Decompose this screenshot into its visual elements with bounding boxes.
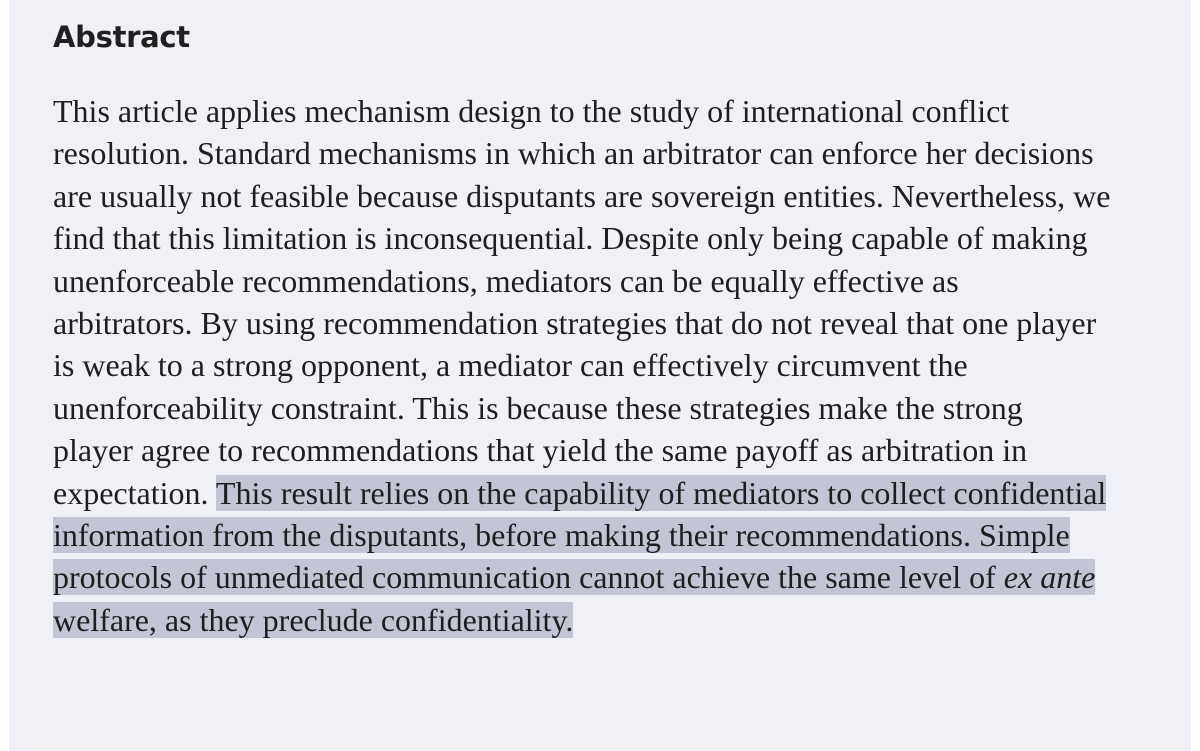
abstract-line [53, 429, 1193, 471]
text-segment: resolution. Standard mechanisms in which an arbitrator can enforce her decisions [53, 135, 1094, 172]
abstract-line [53, 90, 1193, 132]
text-segment: find that this limitation is inconsequential. Despite only being capable of making [53, 220, 1088, 257]
text-segment: is weak to a strong opponent, a mediator can effectively circumvent the [53, 347, 968, 384]
abstract-line [53, 260, 1193, 302]
abstract-body [53, 90, 1193, 641]
abstract-line [53, 556, 1193, 598]
highlighted-text: ex ante [1003, 559, 1096, 596]
text-segment: player agree to recommendations that yield the same payoff as arbitration in [53, 432, 1028, 469]
abstract-line [53, 599, 1193, 641]
abstract-line [53, 132, 1193, 174]
text-segment: expectation. [53, 474, 216, 511]
abstract-line [53, 217, 1193, 259]
abstract-line [53, 344, 1193, 386]
abstract-line [53, 175, 1193, 217]
text-segment: This article applies mechanism design to the study of international conflict [53, 93, 1010, 129]
abstract-line [53, 472, 1193, 514]
highlighted-text: information from the disputants, before making their recommendations. Simple [53, 516, 1070, 553]
text-segment: are usually not feasible because disputants are sovereign entities. Nevertheless, we [53, 177, 1111, 214]
abstract-line [53, 302, 1193, 344]
abstract-line [53, 387, 1193, 429]
abstract-heading: Abstract [53, 20, 190, 54]
highlighted-text: protocols of unmediated communication cannot achieve the same level of [53, 559, 1004, 596]
text-segment: unenforceability constraint. This is because these strategies make the strong [53, 389, 1023, 426]
text-segment: unenforceable recommendations, mediators can be equally effective as [53, 262, 959, 299]
text-segment: arbitrators. By using recommendation strategies that do not reveal that one player [53, 304, 1097, 341]
highlighted-text: This result relies on the capability of mediators to collect confidential [215, 474, 1107, 511]
abstract-panel [9, 0, 1191, 751]
abstract-line [53, 514, 1193, 556]
highlighted-text: welfare, as they preclude confidentiality. [53, 601, 574, 638]
